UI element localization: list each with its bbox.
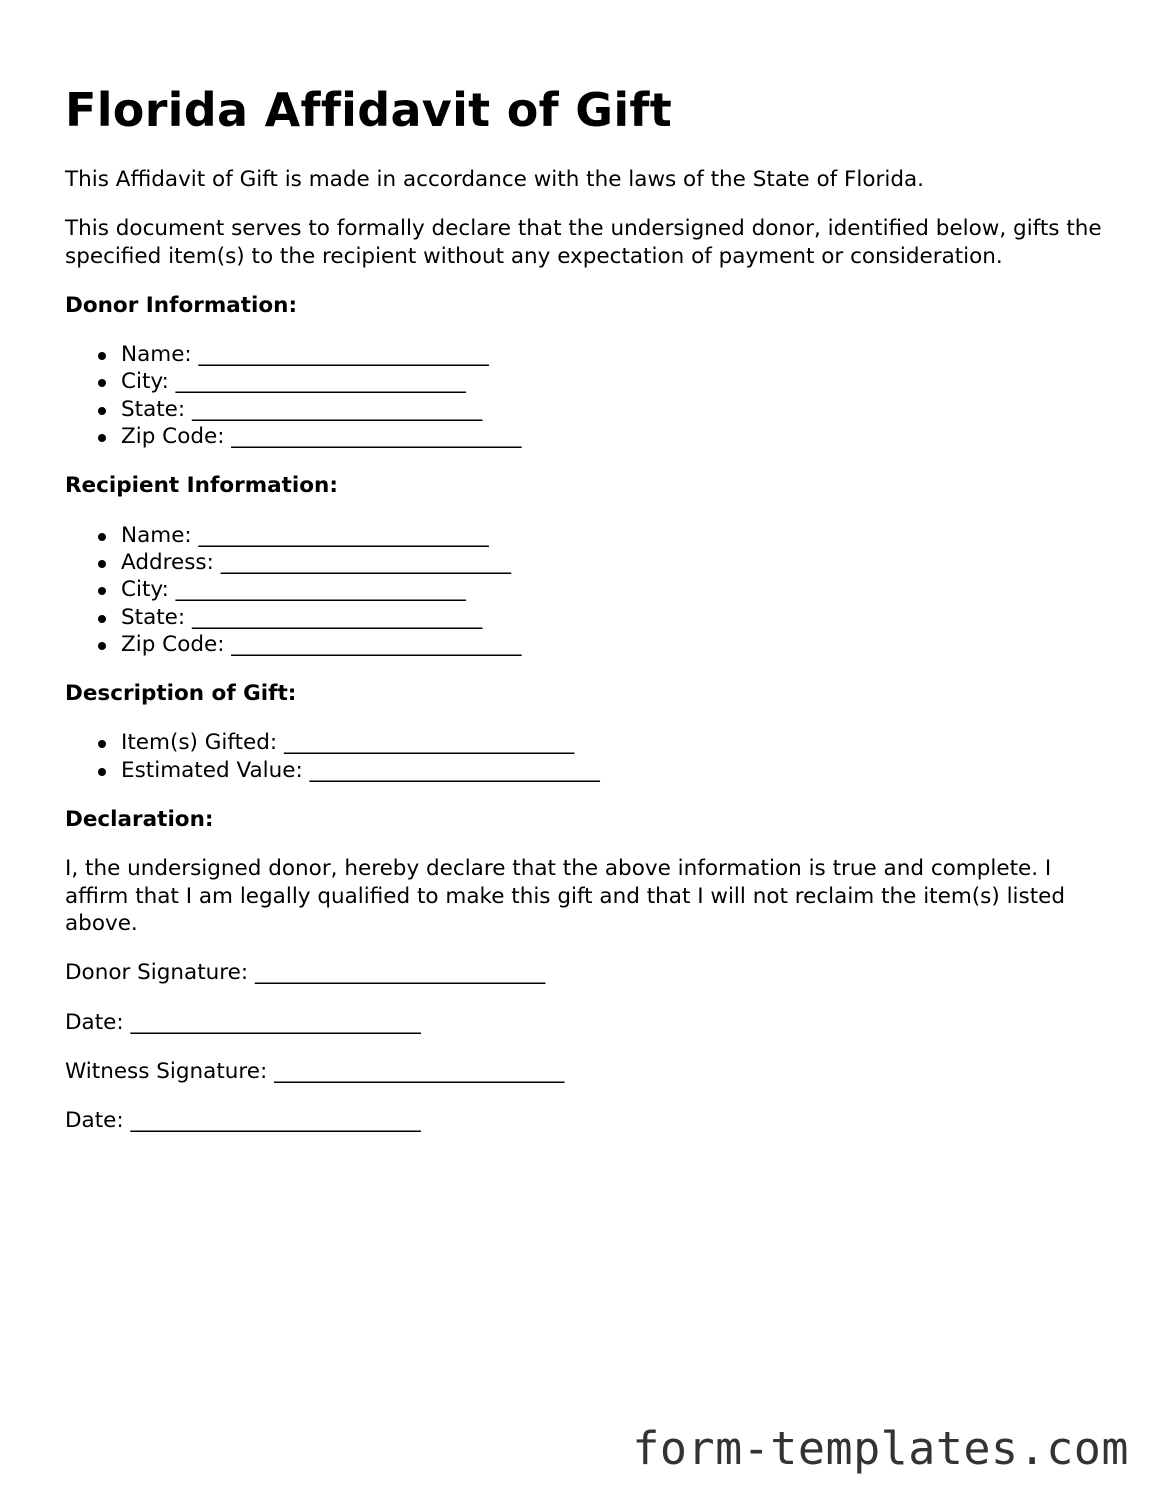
bullet-icon bbox=[98, 560, 106, 568]
bullet-icon bbox=[98, 379, 106, 387]
bullet-icon bbox=[98, 740, 106, 748]
bullet-icon bbox=[98, 407, 106, 415]
recipient-name-field: Name: ___________________________ bbox=[65, 522, 1115, 549]
gift-value-field: Estimated Value: ___________________________ bbox=[65, 757, 1115, 784]
donor-heading: Donor Information: bbox=[65, 292, 298, 318]
recipient-heading: Recipient Information: bbox=[65, 473, 338, 499]
gift-items-field: Item(s) Gifted: ___________________________ bbox=[65, 729, 1115, 756]
document-title: Florida Affidavit of Gift bbox=[65, 83, 673, 137]
bullet-icon bbox=[98, 587, 106, 595]
donor-date-line: Date: ___________________________ bbox=[65, 1009, 421, 1035]
recipient-city-field: City: ___________________________ bbox=[65, 576, 1115, 603]
document-body bbox=[65, 166, 1115, 1156]
site-watermark: form-templates.com bbox=[632, 1422, 1129, 1475]
donor-field-list bbox=[65, 341, 1115, 450]
declaration-heading: Declaration: bbox=[65, 807, 214, 833]
witness-signature-line: Witness Signature: ___________________________ bbox=[65, 1058, 565, 1084]
bullet-icon bbox=[98, 533, 106, 541]
intro-paragraph: This Affidavit of Gift is made in accordance with the laws of the State of Florida. bbox=[65, 167, 925, 192]
witness-date-line: Date: ___________________________ bbox=[65, 1108, 421, 1134]
bullet-icon bbox=[98, 768, 106, 776]
donor-name-field: Name: ___________________________ bbox=[65, 341, 1115, 368]
gift-heading: Description of Gift: bbox=[65, 681, 297, 707]
donor-state-field: State: ___________________________ bbox=[65, 396, 1115, 423]
recipient-zip-field: Zip Code: ___________________________ bbox=[65, 631, 1115, 658]
recipient-field-list bbox=[65, 522, 1115, 658]
recipient-address-field: Address: ___________________________ bbox=[65, 549, 1115, 576]
recipient-state-field: State: ___________________________ bbox=[65, 604, 1115, 631]
bullet-icon bbox=[98, 434, 106, 442]
bullet-icon bbox=[98, 642, 106, 650]
bullet-icon bbox=[98, 615, 106, 623]
gift-field-list bbox=[65, 729, 1115, 784]
declaration-paragraph: I, the undersigned donor, hereby declare that the above information is true and complete. I affirm that I am legally qualified to make this gift and that I will not reclaim the item(s) listed above. bbox=[65, 856, 1066, 936]
purpose-paragraph: This document serves to formally declare that the undersigned donor, identified below, gifts the specified item(s) to the recipient without any expectation of payment or consideration. bbox=[65, 216, 1102, 269]
bullet-icon bbox=[98, 352, 106, 360]
donor-zip-field: Zip Code: ___________________________ bbox=[65, 423, 1115, 450]
donor-signature-line: Donor Signature: ___________________________ bbox=[65, 960, 546, 986]
donor-city-field: City: ___________________________ bbox=[65, 368, 1115, 395]
